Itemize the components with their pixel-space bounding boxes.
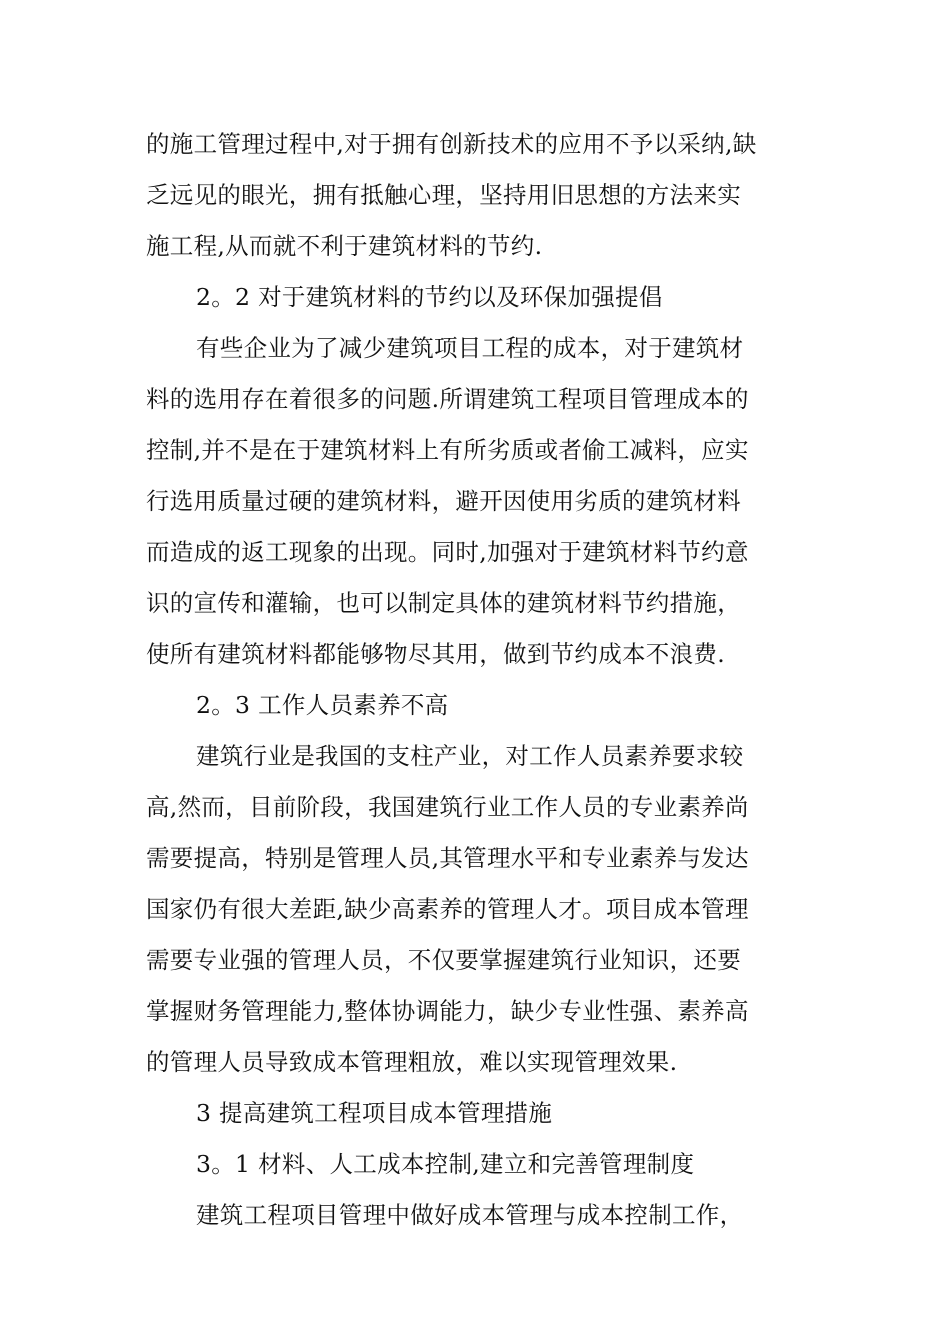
- section-heading: 3 提高建筑工程项目成本管理措施: [196, 1099, 553, 1127]
- text-line: 有些企业为了减少建筑项目工程的成本，对于建筑材: [196, 334, 744, 362]
- text-line: 建筑工程项目管理中做好成本管理与成本控制工作，: [196, 1201, 744, 1229]
- text-line: 料的选用存在着很多的问题.所谓建筑工程项目管理成本的: [146, 385, 749, 413]
- text-line: 行选用质量过硬的建筑材料，避开因使用劣质的建筑材料: [146, 487, 741, 515]
- text-line: 需要专业强的管理人员，不仅要掌握建筑行业知识，还要: [146, 946, 741, 974]
- text-line: 高,然而，目前阶段，我国建筑行业工作人员的专业素养尚: [146, 793, 749, 821]
- text-line: 而造成的返工现象的出现。同时,加强对于建筑材料节约意: [146, 538, 749, 566]
- text-line: 使所有建筑材料都能够物尽其用，做到节约成本不浪费.: [146, 640, 725, 668]
- text-line: 乏远见的眼光，拥有抵触心理，坚持用旧思想的方法来实: [146, 181, 741, 209]
- section-heading: 2。2 对于建筑材料的节约以及环保加强提倡: [196, 283, 663, 311]
- text-line: 需要提高，特别是管理人员,其管理水平和专业素养与发达: [146, 844, 749, 872]
- text-line: 掌握财务管理能力,整体协调能力，缺少专业性强、素养高: [146, 997, 749, 1025]
- text-line: 施工程,从而就不利于建筑材料的节约.: [146, 232, 543, 260]
- section-heading: 3。1 材料、人工成本控制,建立和完善管理制度: [196, 1150, 695, 1178]
- text-line: 识的宣传和灌输，也可以制定具体的建筑材料节约措施，: [146, 589, 741, 617]
- section-heading: 2。3 工作人员素养不高: [196, 691, 449, 719]
- text-line: 国家仍有很大差距,缺少高素养的管理人才。项目成本管理: [146, 895, 749, 923]
- text-line: 的管理人员导致成本管理粗放，难以实现管理效果.: [146, 1048, 678, 1076]
- text-line: 建筑行业是我国的支柱产业，对工作人员素养要求较: [196, 742, 744, 770]
- text-line: 控制,并不是在于建筑材料上有所劣质或者偷工减料，应实: [146, 436, 749, 464]
- text-line: 的施工管理过程中,对于拥有创新技术的应用不予以采纳,缺: [146, 130, 757, 158]
